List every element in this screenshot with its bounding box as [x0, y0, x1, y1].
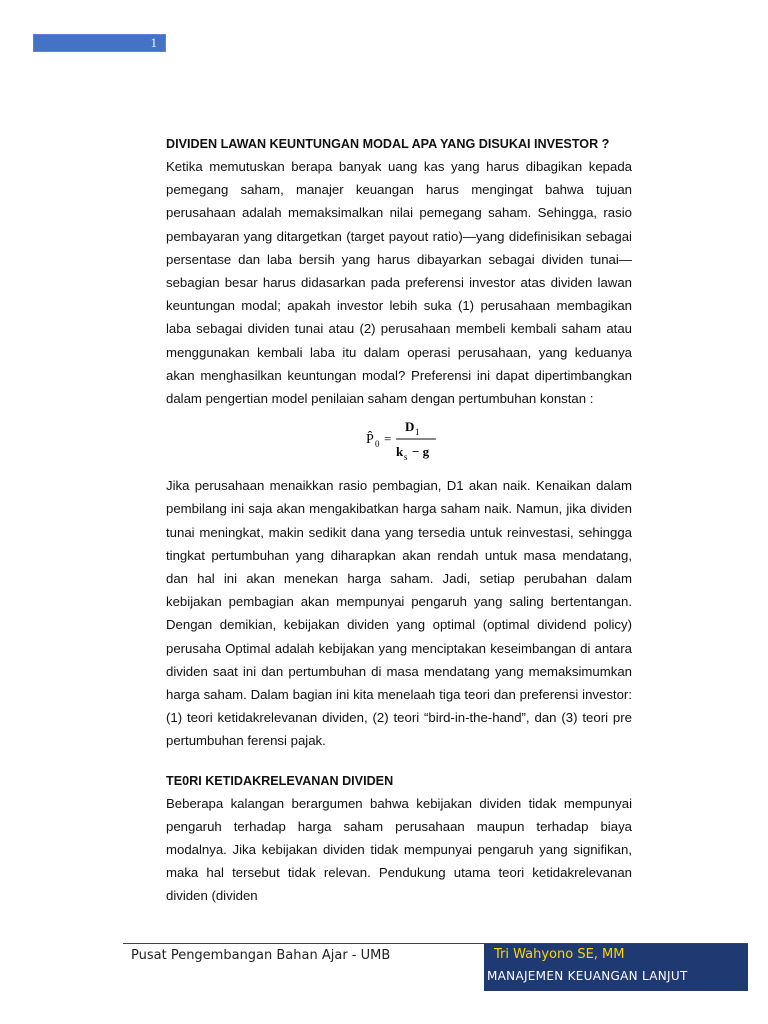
section-heading-irrelevance-theory: TE0RI KETIDAKRELEVANAN DIVIDEN	[166, 773, 394, 788]
formula-denominator-rest: − g	[412, 444, 430, 460]
formula-equals: =	[384, 431, 392, 447]
footer-author-box	[484, 944, 748, 991]
formula-lhs: P̂	[366, 432, 374, 448]
section-heading-dividen-vs-capital-gain: DIVIDEN LAWAN KEUNTUNGAN MODAL APA YANG DISUKAI INVESTOR ?	[166, 137, 610, 151]
footer-institution: Pusat Pengembangan Bahan Ajar - UMB	[131, 948, 391, 963]
page-number-bar	[33, 34, 166, 52]
formula-numerator: D	[405, 419, 415, 435]
footer-author: Tri Wahyono SE, MM	[494, 947, 625, 962]
formula-denominator-sub: s	[404, 452, 408, 463]
stock-valuation-formula	[166, 414, 632, 466]
formula-denominator: k	[396, 444, 404, 460]
paragraph-intro: Ketika memutuskan berapa banyak uang kas yang harus dibagikan kepada pemegang saham, manajer keuangan harus mengingat bahwa tujuan perusahaan adalah memaksimalkan nilai pemegang saham. Sehingga, rasio pembayaran yang ditargetkan (target payout ratio)—yang didefinisikan sebagai persentase dan laba bersih yang harus dibayarkan sebagai dividen tunai—sebagian besar harus didasarkan pada preferensi investor atas dividen lawan keuntungan modal; apakah investor lebih suka (1) perusahaan membagikan laba sebagai dividen tunai atau (2) perusahaan membeli kembali saham atau menggunakan kembali laba itu dalam operasi perusahaan, yang keduanya akan menghasilkan keuntungan modal? Preferensi ini dapat dipertimbangkan dalam pengertian model penilaian saham dengan pertumbuhan konstan :	[166, 159, 632, 407]
formula-graphic	[364, 414, 444, 466]
formula-lhs-sub: 0	[375, 439, 380, 450]
paragraph-payout-effect: Jika perusahaan menaikkan rasio pembagian, D1 akan naik. Kenaikan dalam pembilang ini saja akan mengakibatkan harga saham naik. Namun, jika dividen tunai meningkat, makin sedikit dana yang tersedia untuk reinvestasi, sehingga tingkat pertumbuhan yang diharapkan akan rendah untuk masa mendatang, dan hal ini akan menekan harga saham. Jadi, setiap perubahan dalam kebijakan pembagian akan mempunyai pengaruh yang saling bertentangan. Dengan demikian, kebijakan dividen yang optimal (optimal dividend policy) perusaha Optimal adalah kebijakan yang menciptakan keseimbangan di antara dividen saat ini dan pertumbuhan di masa mendatang yang memaksimumkan harga saham. Dalam bagian ini kita menelaah tiga teori dan preferensi investor: (1) teori ketidakrelevanan dividen, (2) teori “bird-in-the-hand”, dan (3) teori pre pertumbuhan ferensi pajak.	[166, 478, 632, 749]
footer-course: MANAJEMEN KEUANGAN LANJUT	[487, 969, 688, 983]
page-number: 1	[150, 35, 157, 50]
formula-numerator-sub: 1	[415, 427, 420, 438]
document-body	[166, 133, 632, 908]
paragraph-irrelevance: Beberapa kalangan berargumen bahwa kebijakan dividen tidak mempunyai pengaruh terhadap harga saham perusahaan maupun terhadap biaya modalnya. Jika kebijakan dividen tidak mempunyai pengaruh yang signifikan, maka hal tersebut tidak relevan. Pendukung utama teori ketidakrelevanan dividen (dividen	[166, 795, 632, 904]
